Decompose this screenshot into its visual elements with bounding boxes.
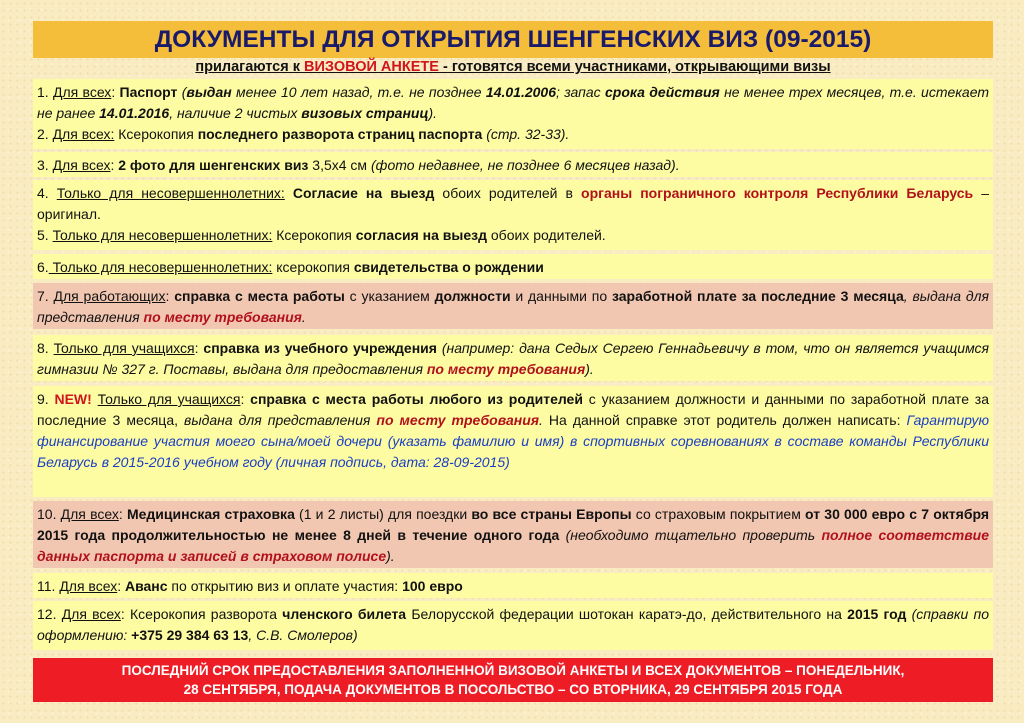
item-1 xyxy=(37,82,989,124)
item-11-text: по открытию виз и оплате участия: xyxy=(167,578,403,594)
item-9-text: Только для учащихся xyxy=(97,391,241,407)
block-passport xyxy=(33,79,993,149)
item-8-text: по месту требования xyxy=(426,361,586,377)
item-4-text: обоих родителей в xyxy=(434,185,582,201)
block-insurance xyxy=(33,501,993,568)
item-7 xyxy=(37,286,989,328)
item-7-text: и данными по xyxy=(510,288,612,304)
item-10 xyxy=(37,504,989,567)
item-8-text: ). xyxy=(585,361,594,377)
item-12-text: +375 29 384 63 13 xyxy=(131,627,249,643)
item-11-text: Аванс xyxy=(124,578,168,594)
item-5-text: Только для несовершеннолетних: xyxy=(52,227,273,243)
item-2-text: Для всех: xyxy=(52,126,115,142)
item-4-text: Согласие на выезд xyxy=(292,185,435,201)
block-workers xyxy=(33,283,993,329)
item-7-text: . xyxy=(301,309,306,325)
item-3-text: (фото недавнее, не позднее 6 месяцев назад). xyxy=(370,157,680,173)
subtitle-after: - готовятся всеми участниками, открывающими визы xyxy=(438,59,831,75)
item-3-text: : xyxy=(110,157,119,173)
item-12-text: 2015 год xyxy=(847,606,907,622)
item-9-text: по месту требования xyxy=(376,412,540,428)
item-12-text: , С.В. Смолеров) xyxy=(248,627,358,643)
item-4-text: органы пограничного контроля Республики Беларусь xyxy=(581,185,974,201)
item-6-text: 6. xyxy=(37,259,49,275)
block-minors-consent xyxy=(33,180,993,250)
item-1-text: Паспорт xyxy=(119,84,178,100)
item-11 xyxy=(37,576,989,597)
item-12 xyxy=(37,604,989,646)
deadline-line-2: 28 СЕНТЯБРЯ, ПОДАЧА ДОКУМЕНТОВ В ПОСОЛЬСТВО – СО ВТОРНИКА, 29 СЕНТЯБРЯ 2015 ГОДА xyxy=(183,682,843,697)
item-5-text: 5. xyxy=(37,227,53,243)
item-10-text: во все страны Европы xyxy=(471,506,632,522)
item-12-text: 12. xyxy=(37,606,62,622)
item-4 xyxy=(37,183,989,225)
item-7-text: , выдана для представления xyxy=(37,288,990,325)
item-1-text: 1. xyxy=(37,84,53,100)
item-10-text: (необходимо тщательно проверить xyxy=(559,527,822,543)
item-3-text: 3. xyxy=(37,157,53,173)
item-6-text: Только для несовершеннолетних: xyxy=(48,259,273,275)
item-7-text: справка с места работы xyxy=(174,288,345,304)
item-7-text: Для работающих xyxy=(53,288,166,304)
block-membership xyxy=(33,601,993,650)
item-2-text: 2. xyxy=(37,126,53,142)
item-3-text: 2 фото для шенгенских виз xyxy=(118,157,309,173)
item-7-text: должности xyxy=(434,288,511,304)
item-2-text: последнего разворота страниц паспорта xyxy=(197,126,483,142)
item-10-text: со страховым покрытием xyxy=(631,506,806,522)
item-2-text: Ксерокопия xyxy=(114,126,198,142)
item-9-text: Гарантирую финансирование участия моего сына/моей дочери (указать фамилию и имя) в спортивных соревнованиях в составе команды Республики Беларусь в 2015-2016 учебном году (личная подпись, дата: 28-09-2015) xyxy=(37,412,990,470)
item-12-text: членского билета xyxy=(282,606,407,622)
item-6 xyxy=(37,257,989,278)
item-10-text: : xyxy=(118,506,127,522)
subtitle-text xyxy=(195,59,830,75)
item-1-text: , наличие 2 чистых xyxy=(169,105,302,121)
item-9-text: выдана для представления xyxy=(184,412,377,428)
subtitle-highlight: ВИЗОВОЙ АНКЕТЕ xyxy=(304,59,439,75)
item-2 xyxy=(37,124,989,145)
item-1-text: ). xyxy=(428,105,438,121)
item-4-text: – оригинал. xyxy=(37,185,989,222)
item-10-text: Медицинская страховка xyxy=(126,506,295,522)
item-12-text: Для всех xyxy=(61,606,121,622)
item-1-text: : xyxy=(111,84,120,100)
item-7-text: : xyxy=(165,288,175,304)
item-7-text: 7. xyxy=(37,288,54,304)
item-9-text: NEW! xyxy=(54,391,92,407)
item-7-text: с указанием xyxy=(344,288,435,304)
page-subtitle xyxy=(33,58,993,76)
item-10-text: полное соответствие данных паспорта и записей в страховом полисе xyxy=(37,527,989,564)
item-10-text: от 30 000 евро с 7 октября 2015 года продолжительностью не менее 8 дней в течение одного года xyxy=(37,506,989,543)
item-1-text: менее 10 лет назад, т.е. не позднее xyxy=(231,84,486,100)
block-students xyxy=(33,335,993,381)
item-9-text: . xyxy=(539,412,543,428)
item-8-text: Только для учащихся xyxy=(53,340,195,356)
item-7-text: заработной плате за последние 3 месяца xyxy=(611,288,904,304)
item-11-text: 100 евро xyxy=(402,578,463,594)
item-1-text: ; xyxy=(555,84,565,100)
item-1-text: срока действия xyxy=(605,84,720,100)
item-8-text: справка из учебного учреждения xyxy=(203,340,437,356)
item-8-text: (например: дана Седых Сергею Геннадьевичу в том, что он является учащимся гимназии № 327 г. Поставы, выдана для предоставления xyxy=(37,340,989,377)
subtitle-before: прилагаются к xyxy=(195,59,305,75)
item-4-text: Только для несовершеннолетних: xyxy=(56,185,285,201)
item-8 xyxy=(37,338,989,380)
item-6-text: свидетельства о рождении xyxy=(353,259,544,275)
item-3-text: Для всех xyxy=(52,157,111,173)
item-5 xyxy=(37,225,989,246)
item-7-text: по месту требования xyxy=(143,309,302,325)
item-11-text: Для всех xyxy=(59,578,118,594)
item-8-text: 8. xyxy=(37,340,54,356)
item-3 xyxy=(37,155,989,176)
page-title: ДОКУМЕНТЫ ДЛЯ ОТКРЫТИЯ ШЕНГЕНСКИХ ВИЗ (09-2015) xyxy=(33,21,993,58)
item-1-text: 14.01.2016 xyxy=(99,105,170,121)
item-10-text: Для всех xyxy=(60,506,119,522)
item-5-text: согласия на выезд xyxy=(355,227,487,243)
deadline-line-1: ПОСЛЕДНИЙ СРОК ПРЕДОСТАВЛЕНИЯ ЗАПОЛНЕННОЙ ВИЗОВОЙ АНКЕТЫ И ВСЕХ ДОКУМЕНТОВ – ПОНЕДЕЛЬНИК, xyxy=(121,663,905,678)
item-6-text: ксерокопия xyxy=(272,259,354,275)
item-1-text: ( xyxy=(177,84,187,100)
item-12-text: Белорусской федерации шотокан каратэ-до, действительного на xyxy=(406,606,848,622)
item-12-text: (справки по оформлению: xyxy=(37,606,989,643)
item-9-text: : xyxy=(240,391,251,407)
item-11-text: 11. xyxy=(37,578,60,594)
item-10-text: 10. xyxy=(37,506,61,522)
item-1-text: Для всех xyxy=(53,84,112,100)
item-9-text: справка с места работы любого из родителей xyxy=(250,391,583,407)
item-5-text: Ксерокопия xyxy=(272,227,356,243)
item-1-text: запас xyxy=(564,84,605,100)
block-advance xyxy=(33,573,993,598)
item-9 xyxy=(37,389,989,473)
item-9-text: 9. xyxy=(37,391,55,407)
item-3-text: 3,5x4 см xyxy=(308,157,371,173)
item-5-text: обоих родителей. xyxy=(487,227,606,243)
item-1-text: визовых страниц xyxy=(301,105,429,121)
item-11-text: : xyxy=(117,578,125,594)
item-4-text: 4. xyxy=(37,185,57,201)
block-birth-certificate xyxy=(33,254,993,279)
block-parents-reference xyxy=(33,386,993,497)
item-1-text: 14.01.2006 xyxy=(485,84,556,100)
item-9-text: с указанием должности и данными по заработной плате за последние 3 месяца, xyxy=(37,391,989,428)
item-9-text: На данной справке этот родитель должен написать: xyxy=(542,412,907,428)
item-10-text: ). xyxy=(386,548,395,564)
deadline-banner xyxy=(33,658,993,702)
item-1-text: не менее трех месяцев, т.е. истекает не ранее xyxy=(37,84,989,121)
item-1-text: выдан xyxy=(186,84,232,100)
item-4-text xyxy=(285,185,293,201)
item-2-text: (стр. 32-33). xyxy=(482,126,570,142)
item-12-text: : Ксерокопия разворота xyxy=(120,606,283,622)
item-8-text: : xyxy=(194,340,204,356)
item-10-text: (1 и 2 листы) для поездки xyxy=(294,506,472,522)
block-photo xyxy=(33,152,993,177)
